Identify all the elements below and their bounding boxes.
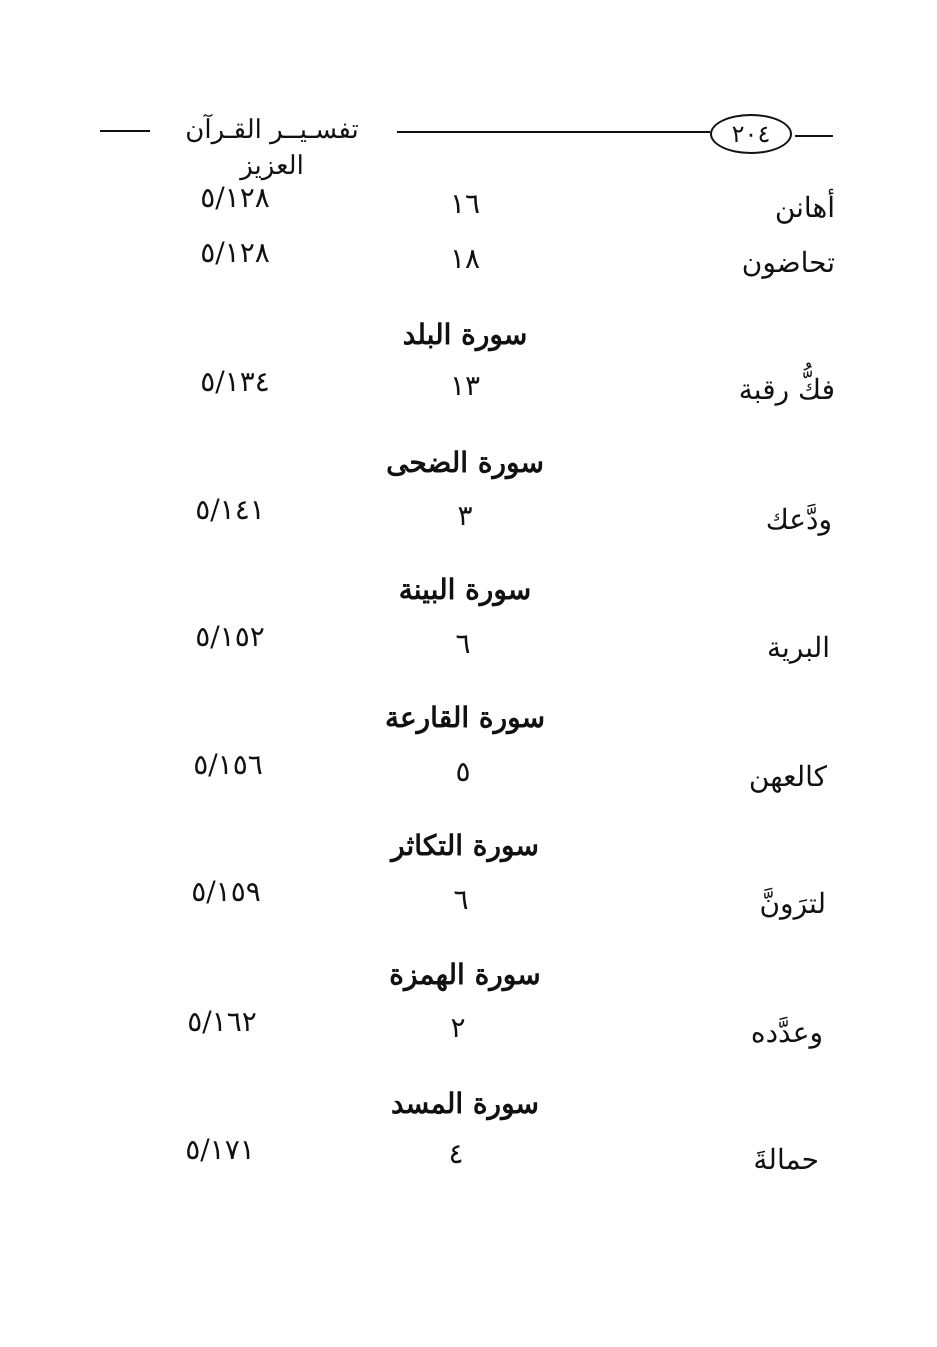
surah-heading: سورة المسد — [390, 1087, 540, 1120]
entry-word: لترَونَّ — [759, 887, 826, 920]
entry-reference: ٥/١٣٤ — [200, 365, 270, 398]
header-rule-middle — [397, 131, 710, 133]
entry-verse: ٥ — [455, 755, 471, 788]
entry-word: البرية — [766, 631, 830, 664]
book-title: تفسـيــر القـرآن العزيز — [185, 115, 359, 181]
entry-word: فكُّ رقبة — [738, 373, 835, 406]
entry-word: وعدَّده — [750, 1016, 823, 1049]
surah-heading: سورة الضحى — [386, 446, 544, 479]
entry-word: ودَّعك — [765, 503, 832, 536]
entry-reference: ٥/١٥٢ — [195, 620, 265, 653]
entry-reference: ٥/١٢٨ — [200, 236, 270, 269]
surah-heading: سورة التكاثر — [391, 829, 539, 862]
entry-reference: ٥/١٥٩ — [191, 875, 261, 908]
header-rule-left — [100, 130, 150, 132]
entry-word: تحاضون — [741, 246, 835, 279]
entry-verse: ١٣ — [449, 369, 481, 402]
surah-heading: سورة القارعة — [384, 701, 546, 734]
entry-word: حمالةَ — [753, 1143, 819, 1176]
header-rule-right — [795, 135, 833, 137]
entry-reference: ٥/١٧١ — [185, 1133, 255, 1166]
entry-verse: ٦ — [453, 883, 469, 916]
entry-word: أهانن — [774, 191, 835, 224]
entry-verse: ٦ — [455, 627, 471, 660]
entry-reference: ٥/١٥٦ — [193, 748, 263, 781]
entry-verse: ٣ — [457, 499, 473, 532]
entry-reference: ٥/١٢٨ — [200, 181, 270, 214]
surah-heading: سورة البلد — [402, 318, 528, 351]
entry-verse: ١٦ — [449, 187, 481, 220]
entry-word: كالعهن — [748, 760, 827, 793]
surah-heading: سورة الهمزة — [389, 958, 541, 991]
entry-reference: ٥/١٦٢ — [187, 1005, 257, 1038]
entry-verse: ١٨ — [449, 242, 481, 275]
surah-heading: سورة البينة — [398, 573, 532, 606]
running-header — [0, 0, 937, 180]
entry-reference: ٥/١٤١ — [195, 493, 265, 526]
entry-verse: ٤ — [448, 1137, 464, 1170]
entry-verse: ٢ — [450, 1011, 466, 1044]
page-number: ٢٠٤ — [710, 114, 792, 154]
